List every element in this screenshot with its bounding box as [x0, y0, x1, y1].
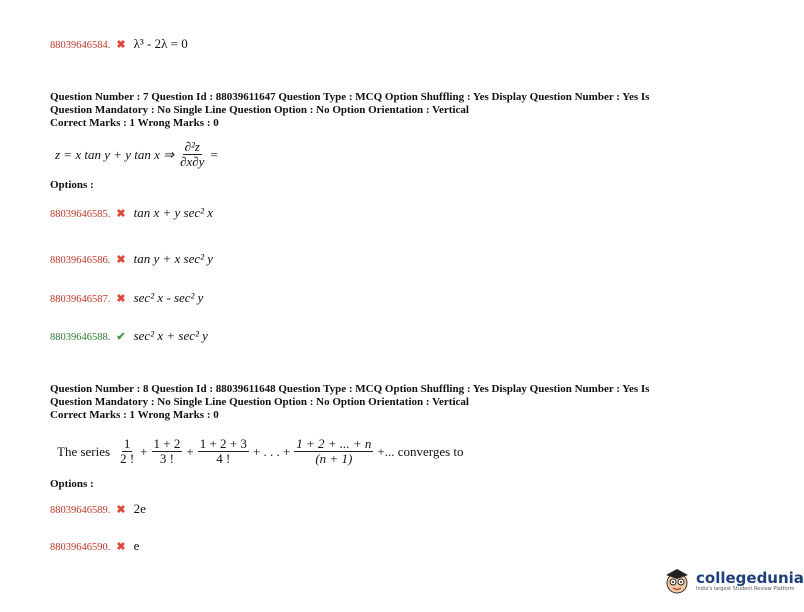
cross-icon: ✖ [116, 503, 126, 516]
option-expression: sec² x + sec² y [133, 328, 208, 343]
fraction-numerator: 1 + 2 + ... + n [296, 436, 372, 451]
cross-icon: ✖ [116, 207, 126, 220]
option-expression: tan x + y sec² x [133, 205, 214, 220]
question-meta-line-1: Question Number : 8 Question Id : 88039611648 Question Type : MCQ Option Shuffling : Yes Display Question Number : Yes Is [50, 383, 650, 395]
equals-sign: = [210, 146, 218, 162]
option-id: 88039646589. [50, 505, 111, 516]
partial-derivative [178, 140, 206, 169]
option-id: 88039646588. [50, 332, 111, 343]
options-label: Options : [50, 179, 94, 191]
fraction-denominator: 2 ! [120, 451, 135, 466]
cross-icon: ✖ [116, 292, 126, 305]
option-id: 88039646587. [50, 294, 111, 305]
fraction-numerator: 1 + 2 + 3 [199, 436, 247, 451]
fraction-numerator: 1 [123, 436, 131, 451]
fraction-denominator: 4 ! [216, 451, 231, 466]
option-expression: λ³ - 2λ = 0 [133, 36, 188, 51]
mascot-icon [662, 566, 692, 596]
option-id: 88039646585. [50, 209, 111, 220]
option-id: 88039646584. [50, 40, 111, 51]
series-term [198, 437, 249, 466]
marks-line: Correct Marks : 1 Wrong Marks : 0 [50, 117, 219, 129]
option-id: 88039646590. [50, 542, 111, 553]
cross-icon: ✖ [116, 253, 126, 266]
logo-text-block [696, 570, 804, 592]
question-meta-line-1: Question Number : 7 Question Id : 88039611647 Question Type : MCQ Option Shuffling : Yes Display Question Number : Yes Is [50, 91, 650, 103]
series-term [118, 437, 136, 466]
series-ellipsis: + . . . + [252, 443, 291, 459]
logo-tagline: India's largest Student Review Platform [696, 586, 795, 592]
logo-name: collegedunia [696, 569, 804, 587]
option-expression: tan y + x sec² y [133, 251, 214, 266]
question-meta-line-2: Question Mandatory : No Single Line Question Option : No Option Orientation : Vertical [50, 104, 469, 116]
option-row [50, 503, 146, 517]
series-prefix: The series [57, 443, 111, 459]
option-row [50, 36, 188, 52]
question-text [57, 437, 464, 466]
question-meta-line-2: Question Mandatory : No Single Line Question Option : No Option Orientation : Vertical [50, 396, 469, 408]
question-header [50, 383, 740, 422]
option-row [50, 540, 139, 554]
plus-sign: + [186, 443, 194, 459]
plus-sign: + [140, 443, 148, 459]
options-label: Options : [50, 478, 94, 490]
question-text [55, 140, 218, 169]
question-lhs: z = x tan y + y tan x ⇒ [55, 146, 175, 162]
option-expression: e [133, 538, 140, 553]
cross-icon: ✖ [116, 38, 126, 51]
option-id: 88039646586. [50, 255, 111, 266]
option-row [50, 328, 208, 344]
fraction-denominator: (n + 1) [315, 451, 353, 466]
check-icon: ✔ [116, 330, 126, 343]
option-expression: sec² x - sec² y [133, 290, 204, 305]
cross-icon: ✖ [116, 540, 126, 553]
fraction-denominator: ∂x∂y [180, 154, 205, 169]
option-expression: 2e [133, 501, 146, 516]
fraction-denominator: 3 ! [159, 451, 174, 466]
collegedunia-logo [662, 566, 804, 596]
series-suffix: +... converges to [377, 443, 464, 459]
series-term [152, 437, 183, 466]
fraction-numerator: ∂²z [184, 139, 200, 154]
series-term [294, 437, 373, 466]
question-header [50, 91, 740, 130]
option-row [50, 251, 213, 267]
marks-line: Correct Marks : 1 Wrong Marks : 0 [50, 409, 219, 421]
fraction-numerator: 1 + 2 [153, 436, 181, 451]
option-row [50, 207, 213, 221]
option-row [50, 290, 203, 306]
